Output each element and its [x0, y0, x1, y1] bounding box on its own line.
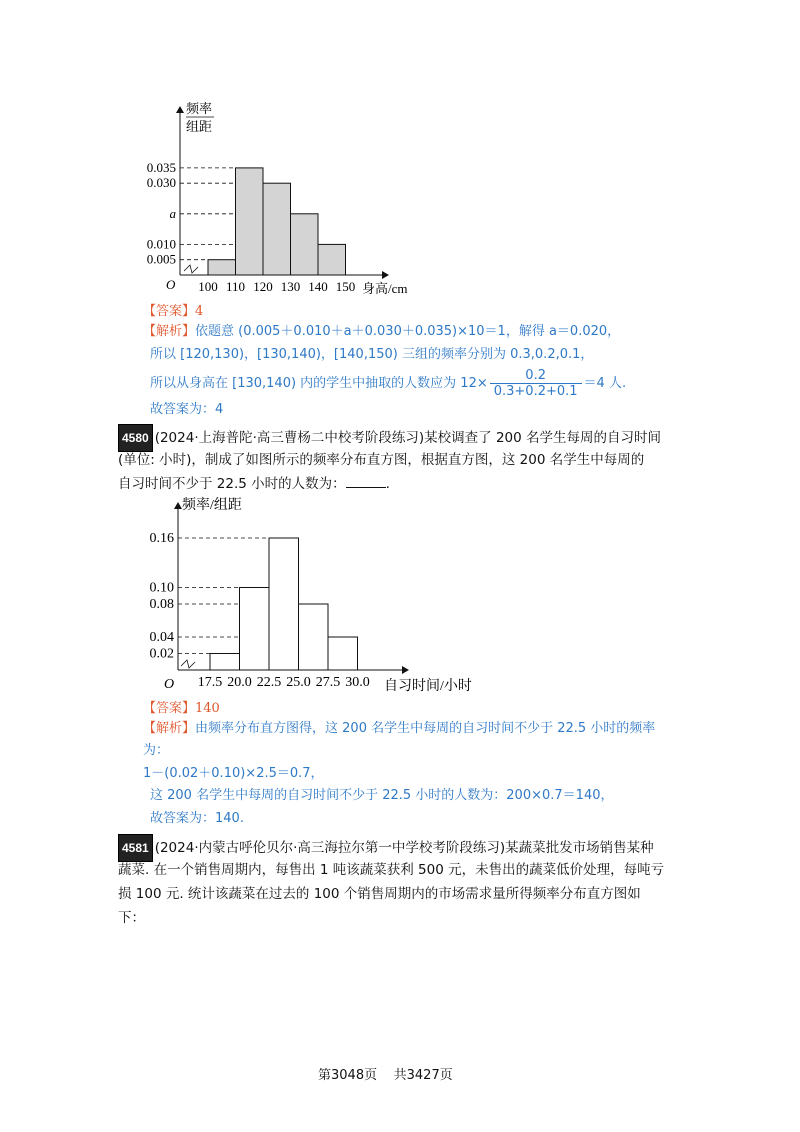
y-tick-label: 0.16 — [149, 531, 174, 546]
x-axis-label: 身高/cm — [362, 281, 408, 296]
question-4581-line-4: 下： — [118, 910, 145, 926]
histogram-bar — [328, 637, 358, 670]
histogram-bar — [291, 214, 319, 275]
fraction-numerator: 0.2 — [490, 368, 582, 384]
x-tick-label: 150 — [335, 279, 356, 294]
total-pages: 共3427页 — [393, 1068, 453, 1083]
x-tick-label: 17.5 — [197, 675, 223, 690]
analysis-1-line-2: 所以 [120,130)，[130,140)，[140,150) 三组的频率分别为 0.3,0.2,0.1， — [150, 347, 594, 362]
fraction — [490, 368, 582, 399]
question-text: . — [385, 476, 390, 492]
analysis-text: ＝4 人. — [583, 376, 627, 391]
y-tick-label: 0.08 — [149, 597, 174, 612]
y-title-num: 频率 — [186, 101, 213, 116]
analysis-2-line-1b: 为： — [143, 743, 170, 758]
answer-tag: 【答案】 — [143, 701, 196, 716]
y-tick-label: a — [169, 205, 176, 221]
histogram-bar — [210, 654, 240, 671]
x-tick-label: 25.0 — [286, 675, 311, 690]
analysis-tag: 【解析】 — [143, 324, 196, 339]
question-4581-line-2: 蔬菜. 在一个销售周期内，每售出 1 吨该蔬菜获利 500 元，未售出的蔬菜低价处理，每吨亏 — [118, 862, 665, 878]
analysis-1-line-4: 故答案为：4 — [150, 402, 224, 417]
analysis-1-line-1 — [143, 322, 620, 342]
x-tick-label: 22.5 — [256, 675, 282, 690]
histogram-bar — [269, 538, 299, 670]
answer-value: 4 — [195, 304, 204, 319]
x-tick-label: 27.5 — [315, 675, 341, 690]
y-tick-label: 0.04 — [149, 630, 174, 645]
origin-label: O — [166, 277, 176, 292]
answer-value: 140 — [195, 701, 220, 716]
y-tick-label: 0.10 — [149, 580, 174, 596]
question-text: (2024·上海普陀·高三曹杨二中校考阶段练习)某校调查了 200 名学生每周的自习时间 — [154, 430, 662, 446]
y-tick-label: 0.010 — [146, 236, 176, 252]
histogram-bar — [240, 588, 270, 671]
histogram-study-time — [140, 495, 510, 695]
y-tick-label: 0.030 — [146, 175, 176, 191]
analysis-text: 依题意 (0.005＋0.010＋a＋0.030＋0.035)×10＝1，解得 a＝0.020， — [195, 324, 621, 339]
question-4580-line-3 — [118, 472, 390, 496]
y-tick-label: 0.02 — [149, 646, 174, 662]
question-4580-line-2: (单位: 小时)，制成了如图所示的频率分布直方图，根据直方图，这 200 名学生中每周的 — [118, 452, 645, 468]
x-tick-label: 30.0 — [345, 675, 370, 690]
analysis-text: 由频率分布直方图得，这 200 名学生中每周的自习时间不少于 22.5 小时的频率 — [195, 721, 656, 736]
histogram-height — [140, 95, 430, 300]
analysis-text: 所以从身高在 [130,140) 内的学生中抽取的人数应为 12× — [150, 376, 488, 391]
question-text: (2024·内蒙古呼伦贝尔·高三海拉尔第一中学校考阶段练习)某蔬菜批发市场销售某种 — [154, 840, 654, 856]
question-number: 4581 — [118, 834, 153, 862]
analysis-2-line-1 — [143, 719, 655, 739]
y-tick-label: 0.035 — [146, 159, 176, 175]
answer-2-line — [143, 697, 220, 716]
histogram-bar — [263, 183, 291, 275]
question-number: 4580 — [118, 424, 153, 452]
x-axis-label: 自习时间/小时 — [384, 679, 472, 694]
x-tick-label: 140 — [308, 279, 328, 294]
page-number: 第3048页 — [318, 1068, 378, 1083]
x-tick-label: 20.0 — [227, 675, 252, 690]
question-4581-line-3: 损 100 元. 统计该蔬菜在过去的 100 个销售周期内的市场需求量所得频率分布直方图如 — [118, 886, 641, 902]
y-tick-label: 0.005 — [146, 251, 176, 267]
x-tick-label: 110 — [225, 279, 246, 294]
analysis-2-line-2: 1－(0.02＋0.10)×2.5＝0.7， — [143, 766, 324, 781]
histogram-bar — [208, 260, 236, 275]
question-text: 自习时间不少于 22.5 小时的人数为： — [118, 476, 346, 492]
page-footer — [318, 1064, 453, 1083]
fraction-denominator: 0.3+0.2+0.1 — [493, 384, 578, 399]
answer-1-line — [143, 300, 203, 319]
analysis-1-line-3 — [150, 368, 626, 399]
x-tick-label: 100 — [198, 279, 218, 294]
x-tick-label: 120 — [253, 279, 273, 294]
analysis-2-line-4: 故答案为：140. — [150, 811, 244, 826]
histogram-bar — [318, 244, 346, 275]
origin-label: O — [164, 677, 175, 692]
analysis-2-line-3: 这 200 名学生中每周的自习时间不少于 22.5 小时的人数为：200×0.7＝140， — [150, 788, 614, 803]
histogram-bar — [299, 604, 329, 670]
y-title: 频率/组距 — [182, 498, 242, 513]
x-tick-label: 130 — [280, 279, 301, 294]
answer-tag: 【答案】 — [143, 304, 196, 319]
answer-blank — [346, 475, 386, 488]
histogram-bar — [236, 168, 264, 275]
y-title-den: 组距 — [186, 119, 213, 134]
analysis-tag: 【解析】 — [143, 721, 196, 736]
